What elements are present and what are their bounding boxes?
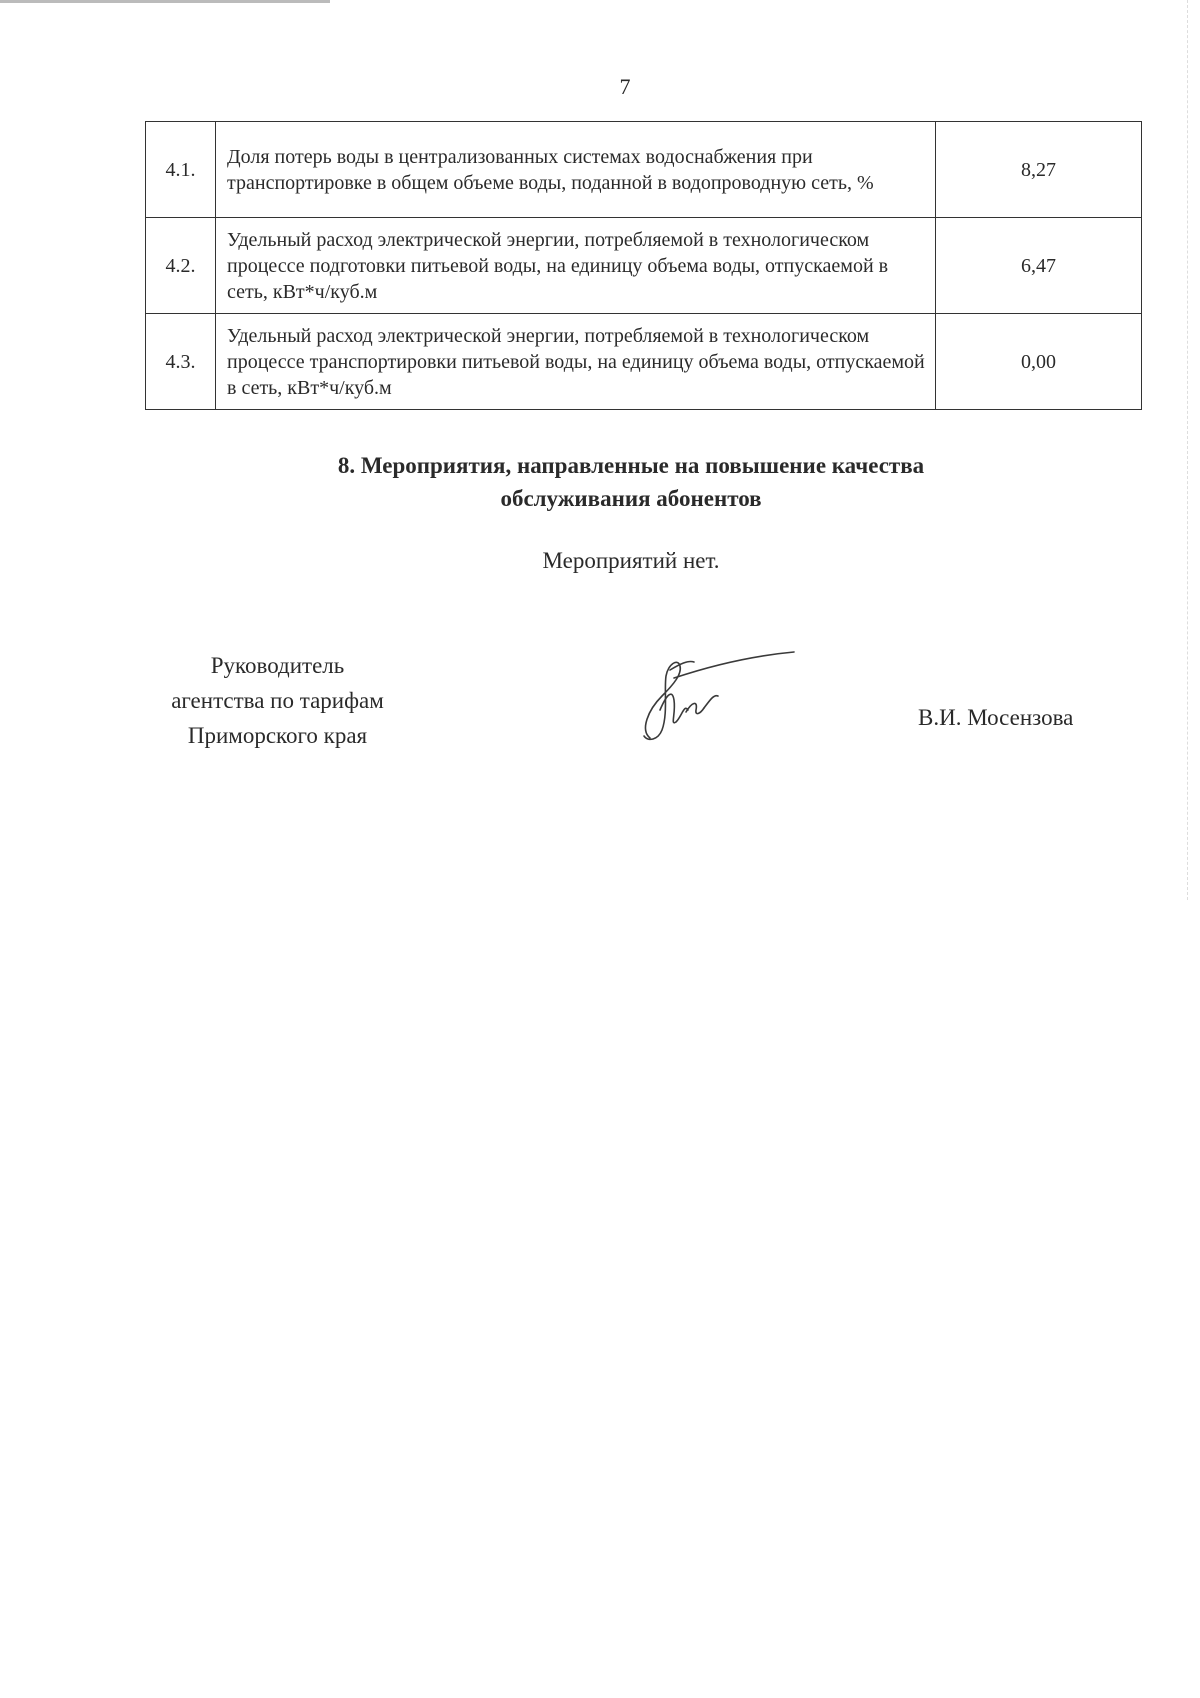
table-row: [146, 314, 1142, 410]
row-number: 4.3.: [146, 314, 216, 410]
row-number: 4.1.: [146, 122, 216, 218]
page-number: 7: [619, 74, 631, 99]
indicators-table: [145, 121, 1142, 410]
scan-edge-mark: [0, 0, 330, 3]
no-measures-text: Мероприятий нет.: [542, 548, 720, 573]
signer-name: В.И. Мосензова: [918, 705, 1074, 730]
row-value: 0,00: [936, 314, 1142, 410]
row-description: Доля потерь воды в централизованных системах водоснабжения при транспортировке в общем объеме воды, поданной в водопроводную сеть, %: [216, 122, 936, 218]
section-heading: 8. Мероприятия, направленные на повышение качества обслуживания абонентов: [337, 453, 925, 511]
row-description: Удельный расход электрической энергии, потребляемой в технологическом процессе транспортировки питьевой воды, на единицу объема воды, отпускаемой в сеть, кВт*ч/куб.м: [216, 314, 936, 410]
row-number: 4.2.: [146, 218, 216, 314]
signer-position-line: Руководитель: [210, 653, 345, 678]
handwritten-signature: [610, 630, 800, 750]
table-row: [146, 218, 1142, 314]
row-description: Удельный расход электрической энергии, потребляемой в технологическом процессе подготовки питьевой воды, на единицу объема воды, отпускаемой в сеть, кВт*ч/куб.м: [216, 218, 936, 314]
row-value: 8,27: [936, 122, 1142, 218]
row-value: 6,47: [936, 218, 1142, 314]
table-row: [146, 122, 1142, 218]
signer-position: [140, 648, 415, 753]
signer-position-line: агентства по тарифам: [171, 688, 384, 713]
signer-position-line: Приморского края: [187, 723, 368, 748]
